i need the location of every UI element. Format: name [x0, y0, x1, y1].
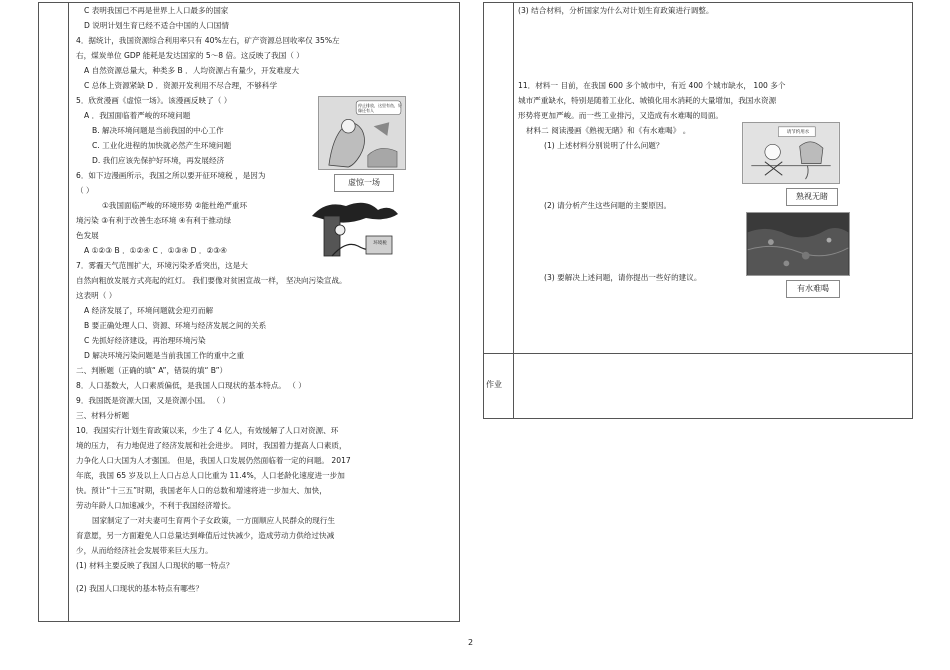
section-heading: 三、材料分析题 — [76, 411, 130, 420]
cartoon-sign-text: 请节约用水 — [786, 130, 810, 135]
text-line: 右，煤炭单位 GDP 能耗是发达国家的 5～8 倍。这反映了我国（ ） — [76, 51, 304, 60]
left-column-text — [76, 3, 456, 596]
text-line: C 表明我国已不再是世界上人口最多的国家 — [84, 6, 229, 15]
question-11-block — [518, 78, 908, 153]
text-line: 育意愿，另一方面避免人口总量达到峰值后过快减少，造成劳动力供给过快减 — [76, 531, 335, 540]
option-line: D 解决环境污染问题是当前我国工作的重中之重 — [84, 351, 245, 360]
text-line: 劳动年龄人口加速减少，不利于我国经济增长。 — [76, 501, 236, 510]
cartoon-image-turn-blind-eye — [742, 122, 840, 184]
text-line: 城市严重缺水，特别是随着工业化、城镇化用水消耗的大量增加，我国水资源 — [518, 96, 777, 105]
option-line: A ①②③ B ．①②④ C ．①③④ D ．②③④ — [84, 246, 227, 255]
material-two: 材料二 阅读漫画《熟视无睹》和《有水难喝》 。 — [526, 126, 691, 135]
text-line: 形势将更加严峻。而一些工业排污，又造成有水难喝的局面。 — [518, 111, 724, 120]
text-line: （ ） — [76, 186, 94, 195]
right-table-column-divider — [513, 3, 514, 418]
text-line: 国家制定了一对夫妻可生育两个子女政策，一方面顺应人民群众的现行生 — [92, 516, 335, 525]
right-table-row-divider — [484, 353, 912, 354]
option-line: B 要正确处理人口、资源、环境与经济发展之间的关系 — [84, 321, 267, 330]
caption-turn-blind-eye: 熟视无睹 — [786, 188, 838, 206]
cartoon-image-environment-tax — [306, 196, 402, 262]
photo-drawing — [747, 213, 849, 275]
sub-question: (3) 要解决上述问题，请你提出一些好的建议。 — [544, 273, 702, 282]
question-7: 7．雾霾天气范围扩大，环境污染矛盾突出，这是大 — [76, 261, 248, 270]
text-line: 年底，我国 65 岁及以上人口占总人口比重为 11.4%，人口老龄化速度进一步加 — [76, 471, 345, 480]
text-line: ①我国面临严峻的环境形势 ②能杜绝严重环 — [102, 201, 248, 210]
sub-question: (1) 材料主要反映了我国人口现状的哪一特点？ — [76, 561, 234, 570]
option-line: C 先抓好经济建设，再治理环境污染 — [84, 336, 206, 345]
right-column-text — [518, 3, 908, 18]
text-line: D 说明计划生育已经不适合中国的人口国情 — [84, 21, 229, 30]
cartoon-speech-bubble: 停止排放，这里有鱼，好像还有人 — [358, 103, 402, 113]
sub-question: (3) 结合材料，分析国家为什么对计划生育政策进行调整。 — [518, 6, 714, 15]
question-8: 8．人口基数大，人口素质偏低，是我国人口现状的基本特点。 （ ） — [76, 381, 306, 390]
question-4: 4．据统计，我国资源综合利用率只有 40%左右，矿产资源总回收率仅 35%左 — [76, 36, 340, 45]
text-line: 少，从而给经济社会发展带来巨大压力。 — [76, 546, 213, 555]
page-number: 2 — [468, 638, 474, 647]
question-9: 9．我国既是资源大国，又是资源小国。 （ ） — [76, 396, 230, 405]
text-line: 色发展 — [76, 231, 99, 240]
tax-sign-label: 环境税 — [373, 241, 387, 246]
option-line: D. 我们应该先保护好环境，再发展经济 — [92, 156, 225, 165]
cartoon-drawing — [306, 196, 402, 262]
text-line: 自然向粗放发展方式亮起的红灯。 我们要像对贫困宣战一样， 坚决向污染宣战。 — [76, 276, 347, 285]
sub-question: (2) 我国人口现状的基本特点有哪些？ — [76, 584, 204, 593]
option-line: A ．我国面临着严峻的环境问题 — [84, 111, 191, 120]
cartoon-image-false-alarm — [318, 96, 406, 170]
option-line: A 自然资源总量大，种类多 B ．人均资源占有量少，开发难度大 — [84, 66, 300, 75]
text-line: 这表明（ ） — [76, 291, 117, 300]
left-table-column-divider — [68, 3, 69, 621]
sub-question: (1) 上述材料分别说明了什么问题？ — [544, 141, 664, 150]
text-line: 快。预计“十三五”时期，我国老年人口的总数和增速将进一步加大、加快， — [76, 486, 327, 495]
question-10: 10．我国实行计划生育政策以来，少生了 4 亿人，有效缓解了人口对资源、环 — [76, 426, 339, 435]
sub-question: (2) 请分析产生这些问题的主要原因。 — [544, 201, 672, 210]
option-line: B. 解决环境问题是当前我国的中心工作 — [92, 126, 224, 135]
caption-false-alarm: 虚惊一场 — [334, 174, 394, 192]
option-line: C. 工业化进程的加快就必然产生环境问题 — [92, 141, 232, 150]
caption-water-undrinkable: 有水难喝 — [786, 280, 840, 298]
question-6: 6．如下边漫画所示，我国之所以要开征环境税 ，是因为 — [76, 171, 266, 180]
option-line: A 经济发展了，环境问题就会迎刃而解 — [84, 306, 214, 315]
text-line: 境的压力， 有力地促进了经济发展和社会进步。 同时，我国着力提高人口素质， — [76, 441, 347, 450]
question-5: 5．欣赏漫画《虚惊一场》。该漫画反映了（ ） — [76, 96, 232, 105]
section-heading: 二、判断题（正确的填“ A”，错误的填“ B”） — [76, 366, 228, 375]
homework-label: 作业 — [486, 380, 502, 389]
text-line: 境污染 ③有利于改善生态环境 ④有利于推动绿 — [76, 216, 232, 225]
question-11: 11．材料一 目前，在我国 600 多个城市中，有近 400 个城市缺水， 100 多个 — [518, 81, 786, 90]
option-line: C 总体上资源紧缺 D ．资源开发利用不尽合理，不够科学 — [84, 81, 278, 90]
text-line: 力争化人口大国为人才强国。 但是，我国人口发展仍然面临着一定的问题。 2017 — [76, 456, 351, 465]
photo-polluted-water — [746, 212, 850, 276]
